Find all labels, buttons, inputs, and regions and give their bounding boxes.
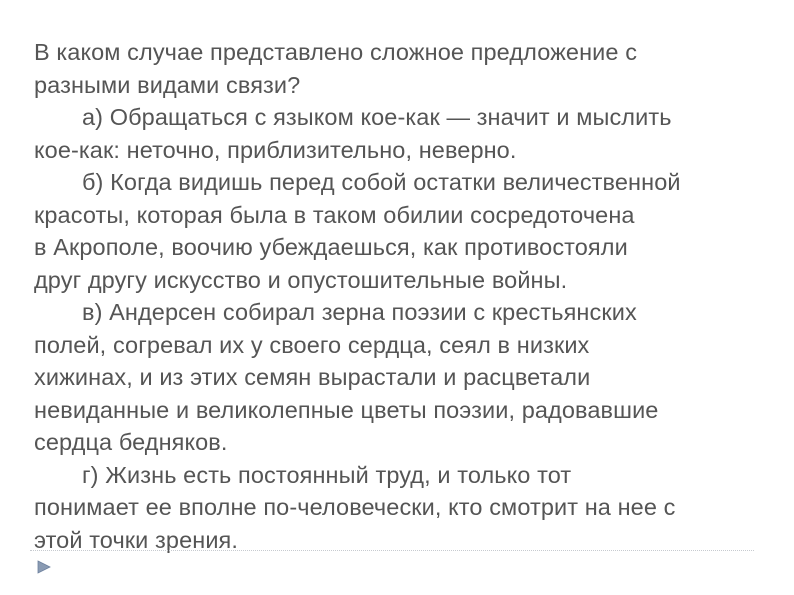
triangle-bullet-icon [37, 560, 51, 574]
option-d-line-3: этой точки зрения. [34, 526, 239, 553]
footer-divider [30, 550, 754, 551]
option-c-line-3: хижинах, и из этих семян вырастали и расцветали [34, 364, 591, 390]
question-line-1: В каком случае представлено сложное предложение с [34, 39, 638, 65]
option-c-line-4: невиданные и великолепные цветы поэзии, радовавшие [34, 396, 659, 423]
option-c-line-1: в) Андерсен собирал зерна поэзии с крестьянских [82, 299, 637, 325]
option-d-line-2: понимает ее вполне по-человечески, кто смотрит на нее с [34, 494, 676, 520]
option-c-line-2: полей, согревал их у своего сердца, сеял в низких [34, 331, 590, 358]
question-text-block [34, 36, 764, 556]
option-b-line-1: б) Когда видишь перед собой остатки величественной [82, 169, 681, 195]
option-a-line-2: кое-как: неточно, приблизительно, неверно. [34, 136, 517, 163]
option-d-line-1: г) Жизнь есть постоянный труд, и только тот [82, 461, 572, 488]
option-c-line-5: сердца бедняков. [34, 429, 228, 455]
option-b-line-3: в Акрополе, воочию убеждаешься, как противостояли [34, 234, 628, 260]
option-b-line-2: красоты, которая была в таком обилии сосредоточена [34, 201, 635, 228]
option-b-line-4: друг другу искусство и опустошительные войны. [34, 266, 568, 293]
option-a-line-1: а) Обращаться с языком кое-как — значит и мыслить [82, 104, 672, 130]
question-line-2: разными видами связи? [34, 71, 301, 98]
